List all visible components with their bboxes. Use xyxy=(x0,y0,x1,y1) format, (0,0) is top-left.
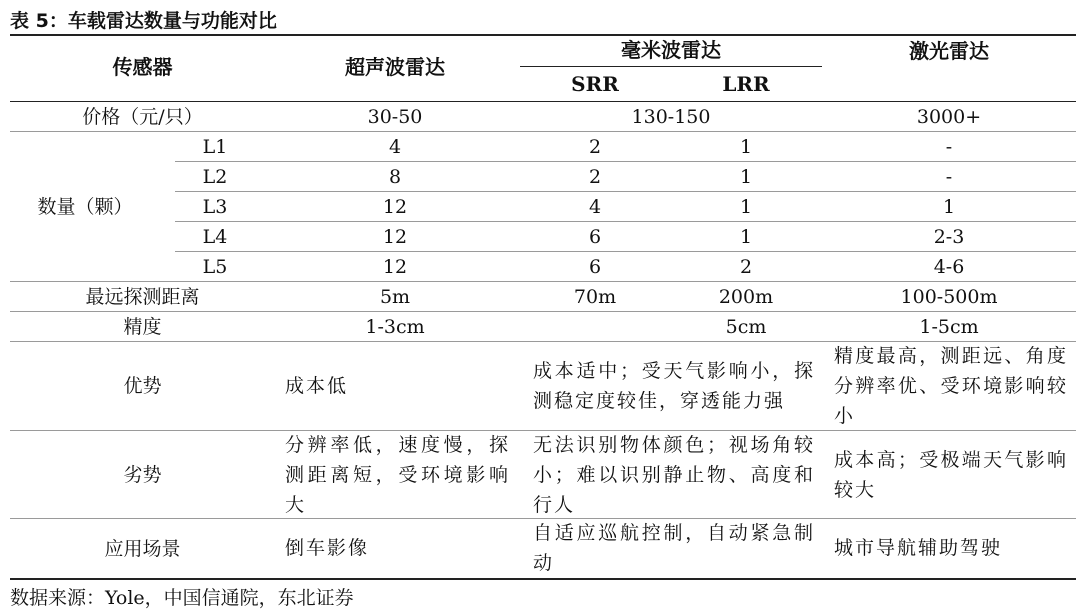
quantity-ultrasonic: 12 xyxy=(382,255,408,278)
price-ultrasonic: 30-50 xyxy=(367,105,423,128)
applications-mmwave: 自适应巡航控制，自动紧急制动 xyxy=(533,522,815,574)
accuracy-lidar: 1-5cm xyxy=(919,315,979,338)
accuracy-label: 精度 xyxy=(123,315,162,338)
range-label: 最远探测距离 xyxy=(85,285,200,308)
header-ultrasonic: 超声波雷达 xyxy=(345,55,445,79)
advantages-mmwave: 成本适中；受天气影响小，探测稳定度较佳，穿透能力强 xyxy=(533,360,815,412)
quantity-label: 数量（颗） xyxy=(37,195,133,218)
quantity-srr: 6 xyxy=(588,255,602,278)
level-label: L5 xyxy=(202,255,228,278)
table-title: 表 5：车载雷达数量与功能对比 xyxy=(10,10,277,32)
quantity-srr: 2 xyxy=(588,165,602,188)
header-lidar: 激光雷达 xyxy=(909,39,989,63)
range-srr: 70m xyxy=(573,285,617,308)
quantity-lidar: 4-6 xyxy=(933,255,965,278)
price-mmwave: 130-150 xyxy=(631,105,711,128)
quantity-ultrasonic: 4 xyxy=(388,135,402,158)
quantity-lidar: - xyxy=(945,165,953,188)
range-lidar: 100-500m xyxy=(900,285,998,308)
level-label: L3 xyxy=(202,195,228,218)
advantages-label: 优势 xyxy=(123,375,162,397)
header-lrr: LRR xyxy=(722,72,770,96)
quantity-lrr: 1 xyxy=(739,195,753,218)
level-label: L4 xyxy=(202,225,228,248)
disadvantages-mmwave: 无法识别物体颜色；视场角较小；难以识别静止物、高度和行人 xyxy=(533,434,815,516)
advantages-lidar: 精度最高，测距远、角度分辨率优、受环境影响较小 xyxy=(834,345,1068,427)
quantity-lidar: - xyxy=(945,135,953,158)
quantity-srr: 4 xyxy=(588,195,602,218)
header-srr: SRR xyxy=(571,72,619,96)
quantity-srr: 2 xyxy=(588,135,602,158)
quantity-srr: 6 xyxy=(588,225,602,248)
header-mmwave: 毫米波雷达 xyxy=(621,38,721,62)
disadvantages-ultrasonic: 分辨率低，速度慢，探测距离短，受环境影响大 xyxy=(285,434,510,516)
level-label: L1 xyxy=(202,135,228,158)
quantity-ultrasonic: 12 xyxy=(382,195,408,218)
level-label: L2 xyxy=(202,165,228,188)
applications-lidar: 城市导航辅助驾驶 xyxy=(834,537,1003,559)
range-ultrasonic: 5m xyxy=(379,285,411,308)
advantages-ultrasonic: 成本低 xyxy=(285,375,349,397)
applications-ultrasonic: 倒车影像 xyxy=(285,537,370,559)
price-lidar: 3000+ xyxy=(916,105,982,128)
quantity-lrr: 1 xyxy=(739,225,753,248)
applications-label: 应用场景 xyxy=(104,537,181,560)
rule-mmwave-sub xyxy=(520,66,822,67)
price-label: 价格（元/只） xyxy=(82,105,203,128)
quantity-lrr: 2 xyxy=(739,255,753,278)
quantity-lrr: 1 xyxy=(739,135,753,158)
quantity-ultrasonic: 12 xyxy=(382,225,408,248)
range-lrr: 200m xyxy=(718,285,774,308)
accuracy-ultrasonic: 1-3cm xyxy=(365,315,425,338)
accuracy-mmwave: 5cm xyxy=(725,315,767,338)
disadvantages-label: 劣势 xyxy=(123,463,162,486)
quantity-ultrasonic: 8 xyxy=(388,165,402,188)
source-note: 数据来源：Yole，中国信通院，东北证券 xyxy=(10,587,354,609)
rule-bottom xyxy=(10,578,1076,580)
quantity-lidar: 2-3 xyxy=(933,225,965,248)
disadvantages-lidar: 成本高；受极端天气影响较大 xyxy=(834,449,1068,501)
quantity-lrr: 1 xyxy=(739,165,753,188)
quantity-lidar: 1 xyxy=(942,195,956,218)
header-sensor: 传感器 xyxy=(112,55,173,79)
